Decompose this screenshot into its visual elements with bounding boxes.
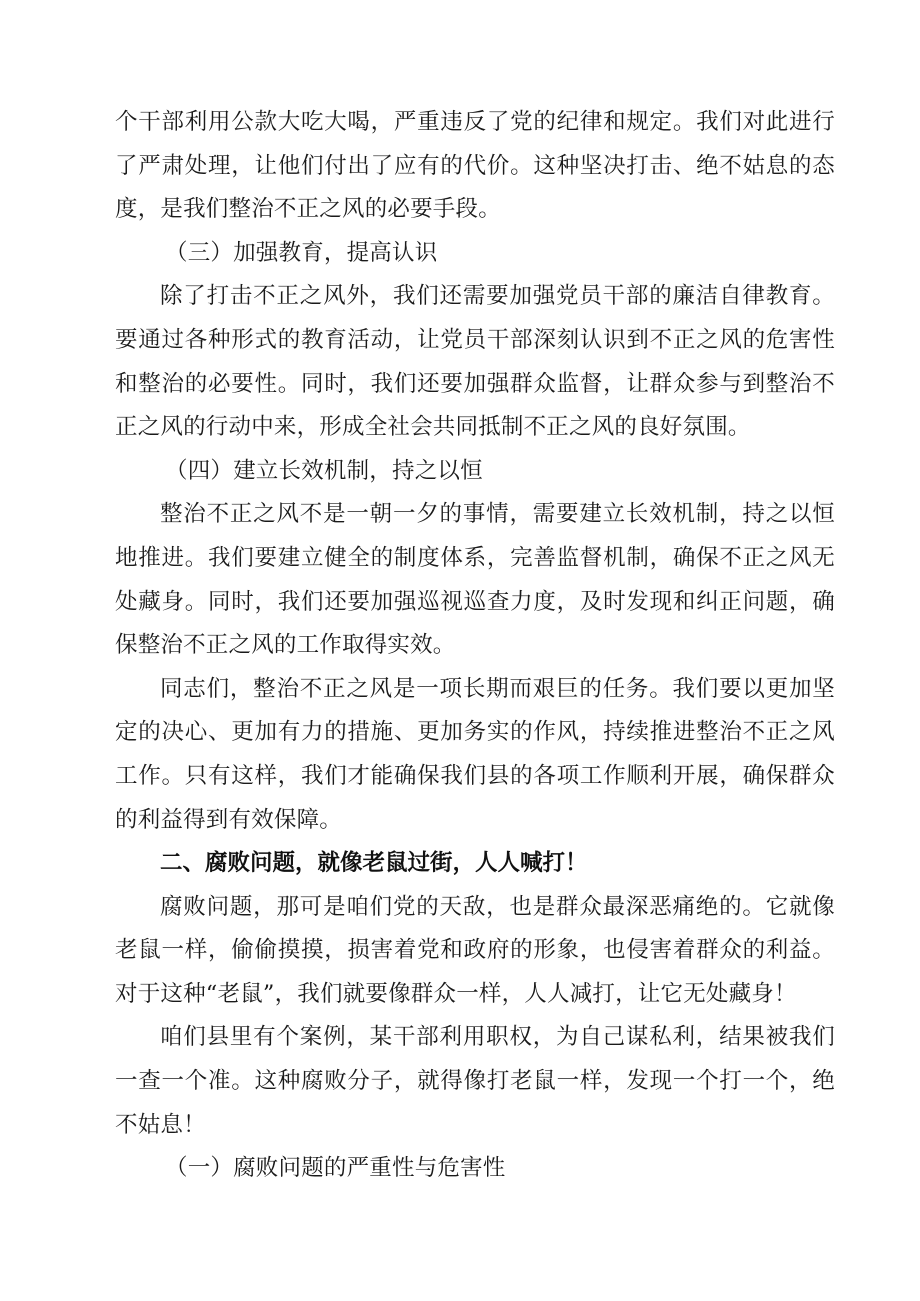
- subsection-heading-4: （四）建立长效机制，持之以恒: [165, 457, 483, 484]
- section-heading-2: 二、腐败问题，就像老鼠过街，人人喊打！: [160, 850, 588, 877]
- paragraph-continued: 个干部利用公款大吃大喝，严重违反了党的纪律和规定。我们对此进行了严肃处理，让他们付出了应有的代价。这种坚决打击、绝不姑息的态度，是我们整治不正之风的必要手段。: [115, 109, 835, 223]
- paragraph: 咱们县里有个案例，某干部利用职权，为自己谋私利，结果被我们一查一个准。这种腐败分子，就得像打老鼠一样，发现一个打一个，绝不姑息！: [115, 1024, 835, 1138]
- subsection-heading-1: （一）腐败问题的严重性与危害性: [165, 1155, 506, 1182]
- document-body: [115, 101, 835, 1191]
- paragraph: 腐败问题，那可是咱们党的天敌，也是群众最深恶痛绝的。它就像老鼠一样，偷偷摸摸，损害着党和政府的形象，也侵害着群众的利益。对于这种“老鼠”，我们就要像群众一样，人人减打，让它无处藏身！: [115, 893, 835, 1007]
- paragraph: 除了打击不正之风外，我们还需要加强党员干部的廉洁自律教育。要通过各种形式的教育活动，让党员干部深刻认识到不正之风的危害性和整治的必要性。同时，我们还要加强群众监督，让群众参与到整治不正之风的行动中来，形成全社会共同抵制不正之风的良好氛围。: [115, 283, 835, 441]
- subsection-heading-3: （三）加强教育，提高认识: [165, 239, 438, 266]
- paragraph: 同志们，整治不正之风是一项长期而艰巨的任务。我们要以更加坚定的决心、更加有力的措施、更加务实的作风，持续推进整治不正之风工作。只有这样，我们才能确保我们县的各项工作顺利开展，确保群众的利益得到有效保障。: [115, 675, 835, 833]
- paragraph: 整治不正之风不是一朝一夕的事情，需要建立长效机制，持之以恒地推进。我们要建立健全的制度体系，完善监督机制，确保不正之风无处藏身。同时，我们还要加强巡视巡查力度，及时发现和纠正问题，确保整治不正之风的工作取得实效。: [115, 501, 835, 659]
